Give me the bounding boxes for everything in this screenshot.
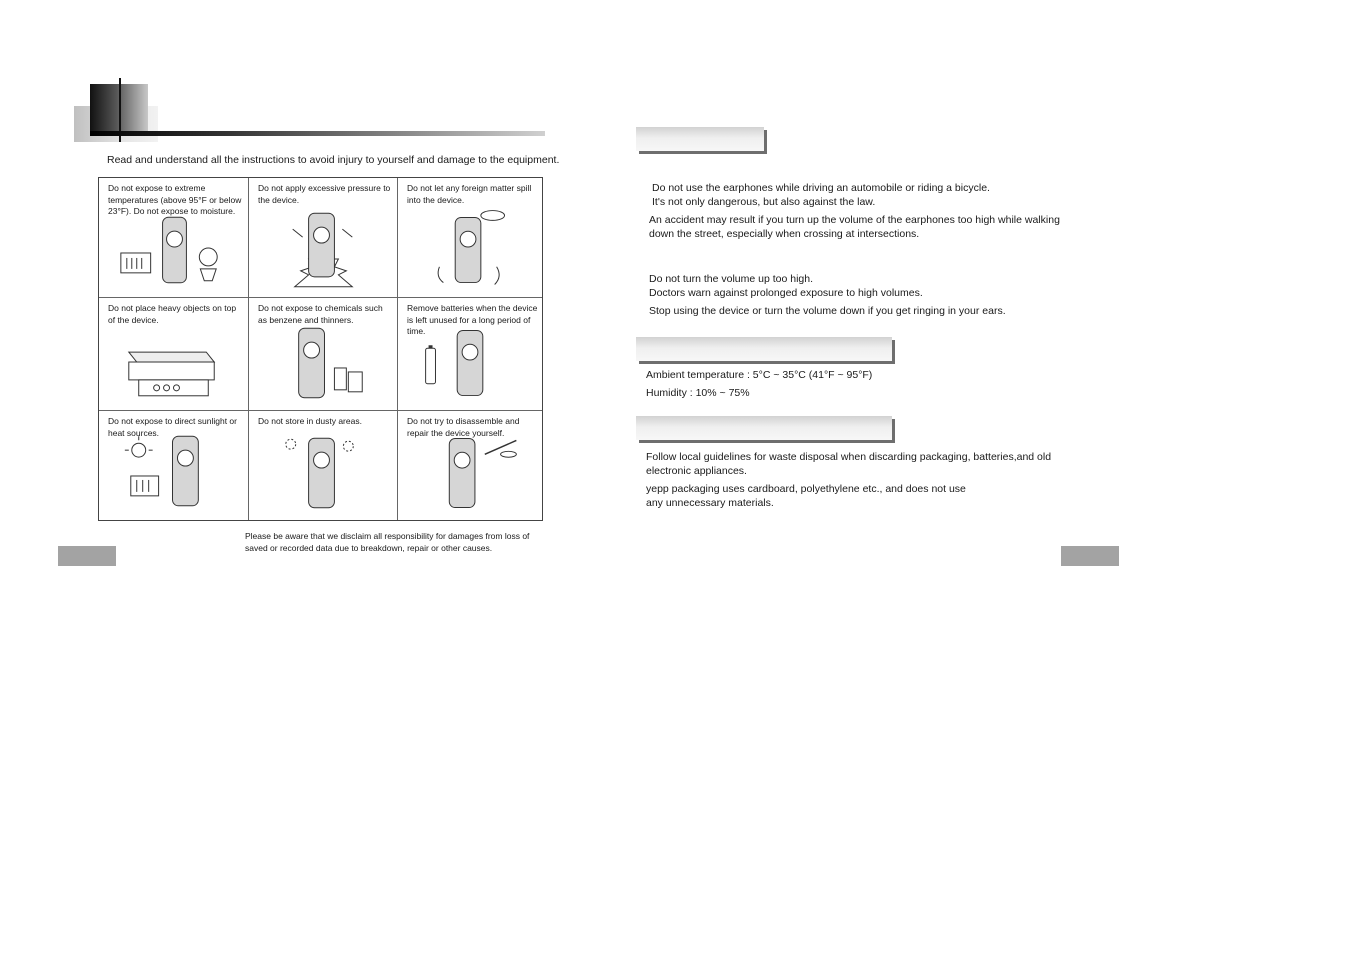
earphones-line-2: It's not only dangerous, but also against the law. (652, 196, 876, 208)
cell-text: Do not try to disassemble and repair the device yourself. (407, 416, 520, 438)
intro-text: Read and understand all the instructions to avoid injury to yourself and damage to the equipment. (107, 154, 560, 166)
safety-cell-heavy-objects (99, 298, 249, 411)
safety-cell-temperature (99, 178, 249, 298)
safety-cell-dusty-areas (249, 411, 398, 520)
page-number-tab-right (1061, 546, 1119, 566)
section-header-bar-disposal (636, 416, 892, 440)
cell-text: Do not place heavy objects on top of the device. (108, 303, 237, 325)
player-spill-illustration (398, 209, 542, 293)
player-heater-illustration (99, 209, 248, 293)
section-header-bar-earphones (636, 127, 764, 151)
cell-text: Remove batteries when the device is left unused for a long period of time. (407, 303, 538, 336)
cell-text: Do not expose to direct sunlight or heat sources. (108, 416, 237, 438)
cell-text: Do not apply excessive pressure to the device. (258, 183, 391, 205)
player-dust-illustration (249, 432, 397, 516)
cell-text: Do not store in dusty areas. (258, 416, 362, 426)
cell-text: Do not let any foreign matter spill into the device. (407, 183, 532, 205)
safety-cell-batteries (398, 298, 542, 411)
earphones-line-4: down the street, especially when crossing at intersections. (649, 228, 920, 240)
cell-text: Do not expose to chemicals such as benzene and thinners. (258, 303, 383, 325)
player-sunlight-illustration (99, 432, 248, 516)
disclaimer-text: Please be aware that we disclaim all responsibility for damages from loss of saved or recorded data due to breakdown, repair or other causes. (245, 531, 530, 553)
player-disassemble-illustration (398, 432, 542, 516)
safety-grid (98, 177, 543, 521)
heavy-object-illustration (99, 322, 248, 406)
safety-cell-pressure (249, 178, 398, 298)
earphones-line-3: An accident may result if you turn up the volume of the earphones too high while walking (649, 214, 1060, 226)
header-rule (90, 131, 545, 136)
humidity: Humidity : 10% ~ 75% (646, 387, 750, 399)
player-pressure-illustration (249, 209, 397, 293)
safety-cell-disassemble (398, 411, 542, 520)
volume-line-1: Do not turn the volume up too high. (649, 273, 814, 285)
safety-cell-chemicals (249, 298, 398, 411)
disposal-line-4: any unnecessary materials. (646, 497, 774, 509)
player-chemicals-illustration (249, 322, 397, 406)
volume-line-2: Doctors warn against prolonged exposure to high volumes. (649, 287, 923, 299)
ambient-temperature: Ambient temperature : 5°C ~ 35°C (41°F ~ 95°F) (646, 369, 873, 381)
cell-text: Do not expose to extreme temperatures (above 95°F or below 23°F). Do not expose to moisture. (108, 183, 242, 216)
safety-cell-foreign-matter (398, 178, 542, 298)
player-battery-illustration (398, 322, 542, 406)
disposal-line-1: Follow local guidelines for waste disposal when discarding packaging, batteries,and old (646, 451, 1052, 463)
safety-cell-sunlight (99, 411, 249, 520)
section-header-bar-environment (636, 337, 892, 361)
volume-line-3: Stop using the device or turn the volume down if you get ringing in your ears. (649, 305, 1006, 317)
page-number-tab-left (58, 546, 116, 566)
earphones-line-1: Do not use the earphones while driving an automobile or riding a bicycle. (652, 182, 990, 194)
disposal-line-2: electronic appliances. (646, 465, 747, 477)
disposal-line-3: yepp packaging uses cardboard, polyethylene etc., and does not use (646, 483, 966, 495)
